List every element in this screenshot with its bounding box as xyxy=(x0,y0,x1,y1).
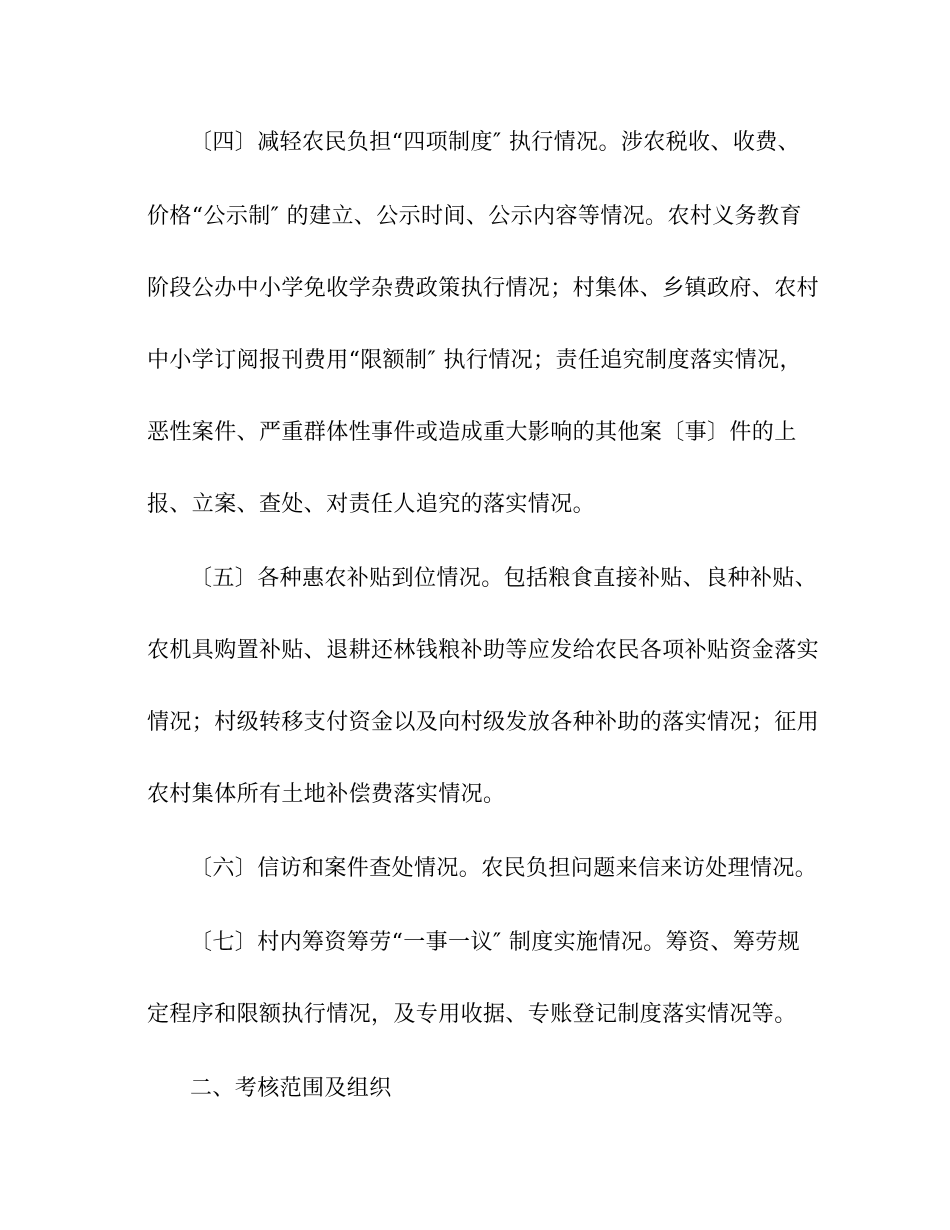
paragraph-5-line-4: 农村集体所有土地补偿费落实情况。 xyxy=(147,782,506,807)
paragraph-7-line-1: 〔七〕村内筹资筹劳“一事一议″ 制度实施情况。筹资、筹劳规 xyxy=(190,930,801,955)
paragraph-4-line-5: 恶性案件、严重群体性事件或造成重大影响的其他案〔事〕件的上 xyxy=(147,420,797,445)
paragraph-4-line-1: 〔四〕减轻农民负担“四项制度″ 执行情况。涉农税收、收费、 xyxy=(190,130,801,155)
paragraph-4-line-6: 报、立案、查处、对责任人追究的落实情况。 xyxy=(147,492,596,517)
paragraph-6-line-1: 〔六〕信访和案件查处情况。农民负担问题来信来访处理情况。 xyxy=(190,856,818,881)
paragraph-4-line-4: 中小学订阅报刊费用“限额制″ 执行情况；责任追究制度落实情况， xyxy=(147,348,802,373)
paragraph-7-line-2: 定程序和限额执行情况，及专用收据、专账登记制度落实情况等。 xyxy=(147,1002,797,1027)
paragraph-5-line-3: 情况；村级转移支付资金以及向村级发放各种补助的落实情况；征用 xyxy=(147,710,820,735)
paragraph-4-line-2: 价格“公示制″ 的建立、公示时间、公示内容等情况。农村义务教育 xyxy=(147,204,802,229)
paragraph-5-line-2: 农机具购置补贴、退耕还林钱粮补助等应发给农民各项补贴资金落实 xyxy=(147,638,820,663)
paragraph-5-line-1: 〔五〕各种惠农补贴到位情况。包括粮食直接补贴、良种补贴、 xyxy=(190,566,818,591)
section-heading: 二、考核范围及组织 xyxy=(190,1076,392,1101)
paragraph-4-line-3: 阶段公办中小学免收学杂费政策执行情况；村集体、乡镇政府、农村 xyxy=(147,276,820,301)
